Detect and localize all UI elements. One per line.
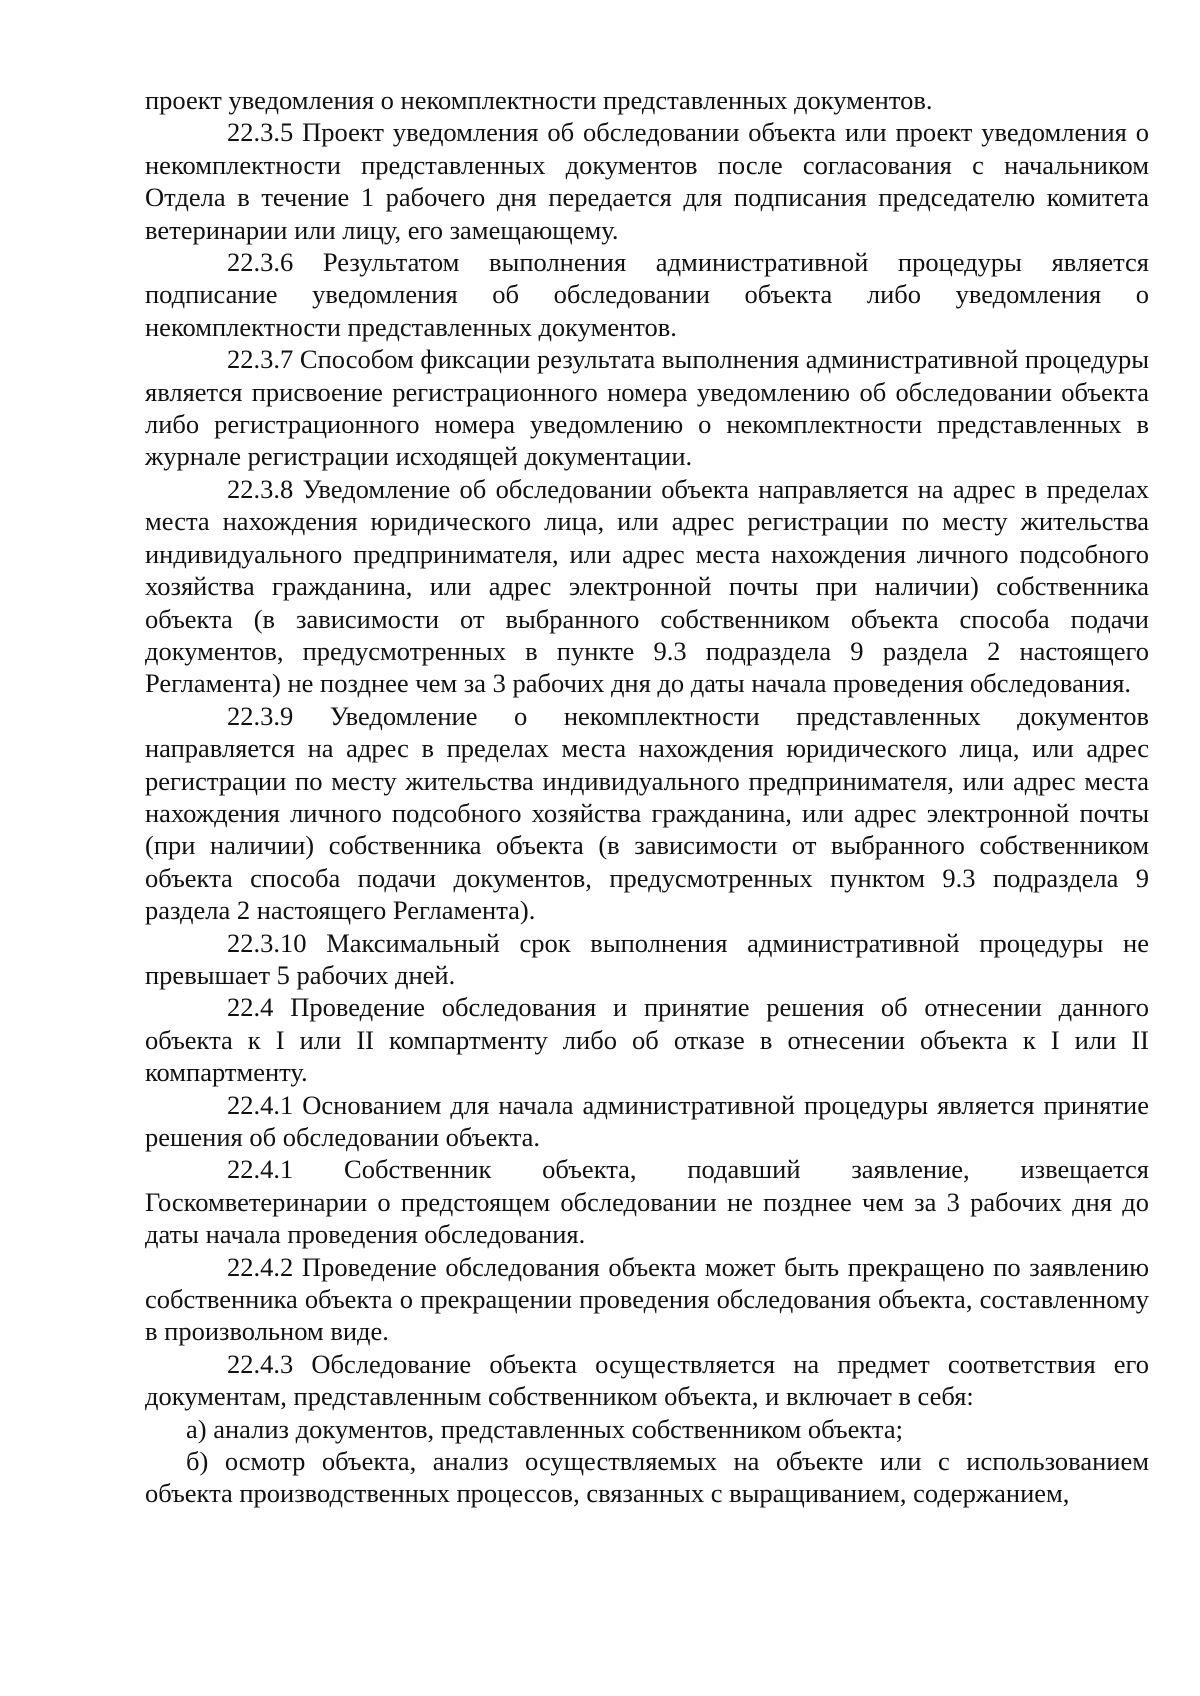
paragraph-22-4-2: 22.4.2 Проведение обследования объекта может быть прекращено по заявлению собственника объекта о прекращении проведения обследования объекта, составленному в произвольном виде. <box>145 1251 1149 1347</box>
paragraph-22-3-8: 22.3.8 Уведомление об обследовании объекта направляется на адрес в пределах места нахождения юридического лица, или адрес регистрации по месту жительства индивидуального предпринимателя, или адрес места нахождения личного подсобного хозяйства гражданина, или адрес электронной почты при наличии) собственника объекта (в зависимости от выбранного собственником объекта способа подачи документов, предусмотренных в пункте 9.3 подраздела 9 раздела 2 настоящего Регламента) не позднее чем за 3 рабочих дня до даты начала проведения обследования. <box>145 473 1149 699</box>
list-item-b: б) осмотр объекта, анализ осуществляемых на объекте или с использованием объекта производственных процессов, связанных с выращиванием, содержанием, <box>145 1446 1149 1509</box>
paragraph-22-4-1-basis: 22.4.1 Основанием для начала административной процедуры является принятие решения об обследовании объекта. <box>145 1089 1149 1152</box>
document-page <box>145 84 1149 1510</box>
paragraph-22-4-3: 22.4.3 Обследование объекта осуществляется на предмет соответствия его документам, представленным собственником объекта, и включает в себя: <box>145 1348 1149 1412</box>
paragraph-continuation: проект уведомления о некомплектности представленных документов. <box>145 85 933 115</box>
paragraph-22-3-10: 22.3.10 Максимальный срок выполнения административной процедуры не превышает 5 рабочих дней. <box>145 927 1149 990</box>
paragraph-22-4-1-notice: 22.4.1 Собственник объекта, подавший заявление, извещается Госкомветеринарии о предстоящем обследовании не позднее чем за 3 рабочих дня до даты начала проведения обследования. <box>145 1154 1149 1250</box>
paragraph-22-3-6: 22.3.6 Результатом выполнения административной процедуры является подписание уведомления об обследовании объекта либо уведомления о некомплектности представленных документов. <box>145 247 1149 342</box>
paragraph-22-3-9: 22.3.9 Уведомление о некомплектности представленных документов направляется на адрес в пределах места нахождения юридического лица, или адрес регистрации по месту жительства индивидуального предпринимателя, или адрес места нахождения личного подсобного хозяйства гражданина, или адрес электронной почты (при наличии) собственника объекта (в зависимости от выбранного собственником объекта способа подачи документов, предусмотренных пунктом 9.3 подраздела 9 раздела 2 настоящего Регламента). <box>145 700 1149 926</box>
list-item-a: а) анализ документов, представленных собственником объекта; <box>186 1413 903 1444</box>
paragraph-22-3-5: 22.3.5 Проект уведомления об обследовании объекта или проект уведомления о некомплектности представленных документов после согласования с начальником Отдела в течение 1 рабочего дня передается для подписания председателю комитета ветеринарии или лицу, его замещающему. <box>145 117 1149 245</box>
paragraph-22-3-7: 22.3.7 Способом фиксации результата выполнения административной процедуры является присвоение регистрационного номера уведомлению об обследовании объекта либо регистрационного номера уведомлению о некомплектности представленных в журнале регистрации исходящей документации. <box>145 344 1149 472</box>
paragraph-22-4: 22.4 Проведение обследования и принятие решения об отнесении данного объекта к I или II компартменту либо об отказе в отнесении объекта к I или II компартменту. <box>145 992 1149 1088</box>
